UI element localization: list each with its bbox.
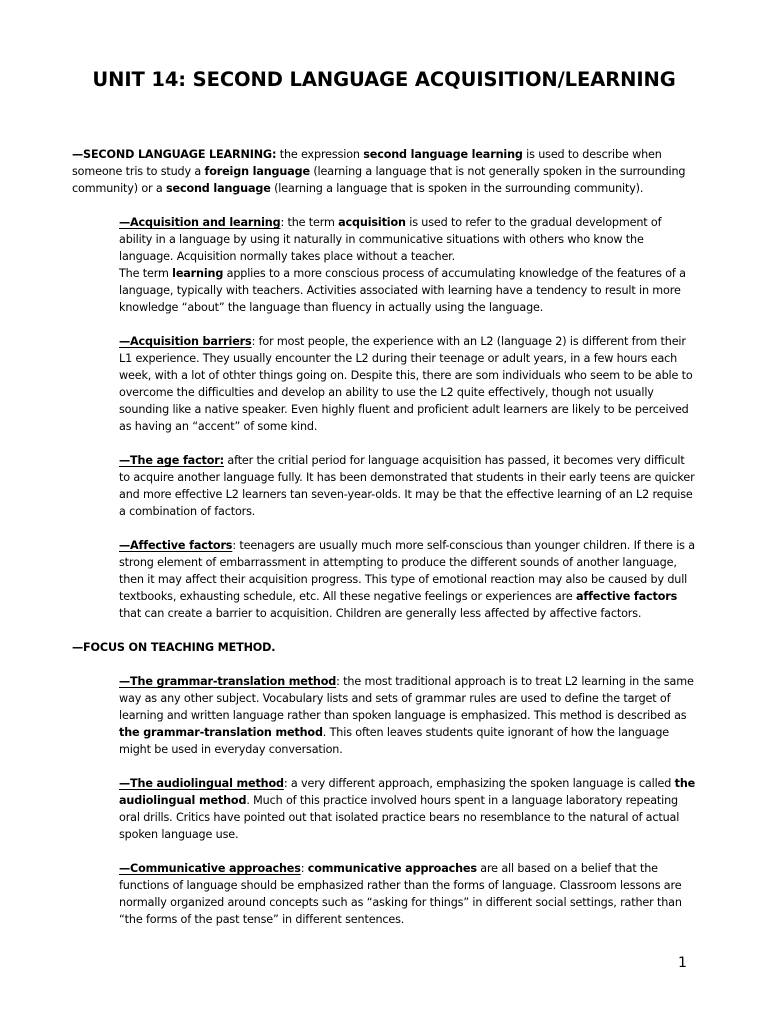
subheading-acquisition-barriers: —Acquisition barriers — [119, 335, 252, 348]
subheading-affective-factors: —Affective factors — [119, 539, 233, 552]
subheading-grammar-translation-method: —The grammar-translation method — [119, 675, 337, 688]
subheading-communicative-approaches: —Communicative approaches — [119, 862, 301, 875]
paragraph-communicative-approaches: —Communicative approaches: communicative approaches are all based on a belief that the functions of language should be emphasized rather than the forms of language. Classroom lessons are normally organized around concepts such as “asking for things” in different social settings, rather than “the forms of the past tense” in different sentences. — [119, 862, 682, 926]
paragraph-grammar-translation-method: —The grammar-translation method: the most traditional approach is to treat L2 learning in the same way as any other subject. Vocabulary lists and sets of grammar rules are used to define the target of learning and written language rather than spoken language is emphasized. This method is described as the grammar-translation method. This often leaves students quite ignorant of how the language might be used in everyday conversation. — [119, 675, 694, 756]
paragraph-age-factor: —The age factor: after the critial period for language acquisition has passed, it becomes very difficult to acquire another language fully. It has been demonstrated that students in their early teens are quicker and more effective L2 learners tan seven-year-olds. It may be that the effective learning of an L2 requise a combination of factors. — [119, 454, 695, 518]
paragraph-acquisition-barriers: —Acquisition barriers: for most people, the experience with an L2 (language 2) is different from their L1 experience. They usually encounter the L2 during their teenage or adult years, in a few hours each week, with a lot of othter things going on. Despite this, there are som individuals who seem to be able to overcome the difficulties and develop an ability to use the L2 quite effectively, though not usually sounding like a native speaker. Even highly fluent and proficient adult learners are likely to be perceived as having an “accent” of some kind. — [119, 335, 693, 433]
paragraph-acquisition-and-learning: —Acquisition and learning: the term acquisition is used to refer to the gradual development of ability in a language by using it naturally in communicative situations with others who know the language. Acquisition normally takes place without a teacher. The term learning applies to a more conscious process of accumulating knowledge of the features of a language, typically with teachers. Activities associated with learning have a tendency to result in more knowledge “about” the language than fluency in actually using the language. — [119, 216, 686, 314]
subheading-acquisition-and-learning: —Acquisition and learning — [119, 216, 281, 229]
subheading-age-factor: —The age factor: — [119, 454, 224, 467]
paragraph-audiolingual-method: —The audiolingual method: a very different approach, emphasizing the spoken language is called the audiolingual method. Much of this practice involved hours spent in a language laboratory repeating oral drills. Critics have pointed out that isolated practice bears no resemblance to the natural of actual spoken language use. — [119, 777, 696, 841]
section-heading-second-language-learning: —SECOND LANGUAGE LEARNING: — [72, 148, 277, 161]
section-heading-focus-on-teaching-method: —FOCUS ON TEACHING METHOD. — [72, 641, 276, 654]
subheading-audiolingual-method: —The audiolingual method — [119, 777, 284, 790]
paragraph-second-language-learning: —SECOND LANGUAGE LEARNING: the expression second language learning is used to describe when someone tris to study a foreign language (learning a language that is not generally spoken in the surrounding community) or a second language (learning a language that is spoken in the surrounding community). — [72, 148, 686, 195]
page-title: UNIT 14: SECOND LANGUAGE ACQUISITION/LEARNING — [92, 68, 676, 91]
page-number: 1 — [678, 955, 687, 971]
paragraph-affective-factors: —Affective factors: teenagers are usually much more self-conscious than younger children. If there is a strong element of embarrassment in attempting to produce the different sounds of another language, then it may affect their acquisition progress. This type of emotional reaction may also be caused by dull textbooks, exhausting schedule, etc. All these negative feelings or experiences are affective factors that can create a barrier to acquisition. Children are generally less affected by affective factors. — [119, 539, 695, 620]
